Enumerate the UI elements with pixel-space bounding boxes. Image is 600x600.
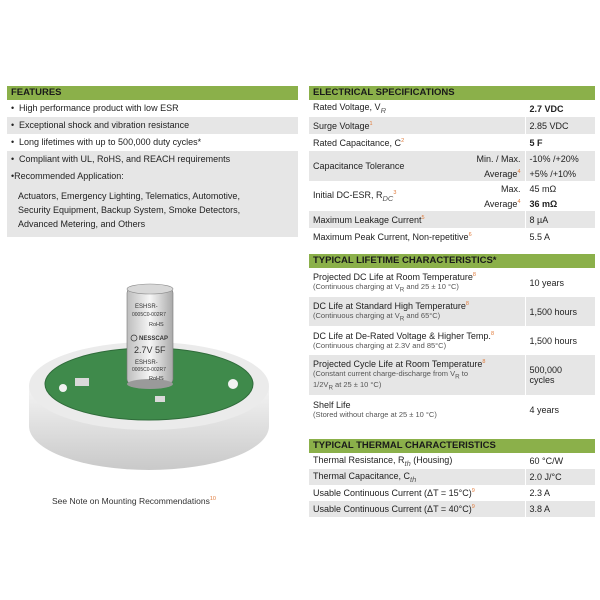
rated-capacitance-label: Rated Capacitance, $C^2$ [313,137,405,148]
table-row: DC Life at De-Rated Voltage & Higher Temp.$^8$ (Continuous charging at 2.3V and 85°C) 1,500 hours [309,326,595,355]
cap-label-bot1: ESHSR- [135,360,158,366]
lifetime-title: TYPICAL LIFETIME CHARACTERISTICS* [309,254,595,268]
rated-voltage-value: 2.7 VDC [525,100,595,117]
cap-label-top2: 0005C0-002R7 [132,312,166,318]
table-row [309,117,595,134]
table-row [309,485,595,501]
rated-capacitance-value: 5 F [525,134,595,151]
dc-esr-cond: Max. [500,183,521,194]
table-row [309,228,595,245]
life-value: 4 years [525,395,595,424]
thermal-table [309,453,595,517]
features-panel [7,86,298,237]
leakage-value: 8 µA [525,211,595,228]
table-row [309,453,595,469]
application-line: Actuators, Emergency Lighting, Telematics, Automotive, [18,191,240,201]
cap-rohs-top: RoHS [149,322,164,328]
life-label: Shelf Life [313,400,351,410]
leakage-label: Maximum Leakage Current$^5$ [309,211,525,228]
surge-voltage-label: Surge Voltage$^1$ [309,117,525,134]
application-line: Security Equipment, Backup System, Smoke Detectors, [18,205,241,215]
dc-esr-value: 36 mΩ [525,196,595,211]
features-title: FEATURES [7,86,298,100]
cap-tolerance-value: -10% /+20% [525,151,595,166]
cap-tolerance-label: Capacitance Tolerance [309,151,459,181]
feature-item: • Exceptional shock and vibration resistance [7,117,298,134]
life-value: 1,500 hours [525,326,595,355]
electrical-specs-panel [309,86,595,245]
thermal-value: 3.8 A [525,501,595,517]
life-label: Projected Cycle Life at Room Temperature$^8$ [313,358,486,369]
dc-esr-cond: Average$^4$ [484,198,521,209]
table-row [309,151,595,166]
table-row [309,134,595,151]
life-value: 500,000 cycles [525,355,595,395]
thermal-panel [309,439,595,517]
table-row [309,100,595,117]
cap-tolerance-cond: Min. / Max. [459,151,525,166]
thermal-label: Usable Continuous Current (ΔT = 40°C)$^9$ [309,501,525,517]
application-line: Advanced Metering, and Others [18,219,146,229]
table-row: Shelf Life (Stored without charge at 25 ± 10 °C) 4 years [309,395,595,424]
lifetime-panel [309,254,595,424]
thermal-label: Thermal Capacitance, $C_{th}$ [309,469,525,485]
cap-tolerance-cond: Average$^4$ [459,166,525,181]
surge-voltage-value: 2.85 VDC [525,117,595,134]
feature-item: Recommended Application: [14,171,124,181]
peak-current-label: Maximum Peak Current, Non-repetitive$^6$ [313,231,472,242]
feature-item: • Compliant with UL, RoHS, and REACH requirements [7,151,298,168]
electrical-title: ELECTRICAL SPECIFICATIONS [309,86,595,100]
life-label: DC Life at Standard High Temperature$^8$ [313,300,469,311]
peak-current-value: 5.5 A [525,228,595,245]
rated-voltage-label: Rated Voltage, $V_R$ [313,102,386,115]
thermal-value: 2.0 J/°C [525,469,595,485]
cap-rohs-bot: RoHS [149,376,164,382]
life-label: DC Life at De-Rated Voltage & Higher Temp.$^8$ [313,331,494,341]
thermal-title: TYPICAL THERMAL CHARACTERISTICS [309,439,595,453]
life-label: Projected DC Life at Room Temperature$^8$ [313,271,476,282]
table-row: Projected DC Life at Room Temperature$^8$ (Continuous charging at $V_R$ and 25 ± 10 °C) 10 years [309,268,595,297]
thermal-value: 60 °C/W [525,453,595,469]
table-row: Projected Cycle Life at Room Temperature$^8$ (Constant current charge-discharge from $V_R$ to $1/2V_R$ at 25 ± 10 °C) 500,000 cycles [309,355,595,395]
table-row [309,211,595,228]
dc-esr-value: 45 mΩ [525,181,595,196]
feature-applications: •Recommended Application: Actuators, Emergency Lighting, Telematics, Automotive, Security Equipment, Backup System, Smoke Detectors, Advanced Metering, and Others [7,168,298,237]
mounting-note: See Note on Mounting Recommendations$^{10}$ [52,496,216,506]
feature-item: • High performance product with low ESR [11,103,179,113]
product-photo [5,268,295,493]
feature-item: • Long lifetimes with up to 500,000 duty cycles* [11,137,202,147]
table-row: DC Life at Standard High Temperature$^8$ (Continuous charging at $V_R$ and 65°C) 1,500 hours [309,297,595,326]
lifetime-table [309,268,595,424]
thermal-value: 2.3 A [525,485,595,501]
cap-rating: 2.7V 5F [134,345,166,355]
table-row [309,181,595,196]
dc-esr-label: Initial DC-ESR, $R_{DC}^3$ [313,189,397,203]
table-row [309,469,595,485]
cap-label-top1: ESHSR- [135,304,158,310]
table-row [309,501,595,517]
life-value: 10 years [525,268,595,297]
cap-label-bot2: 0005C0-002R7 [132,367,166,373]
cap-tolerance-value: +5% /+10% [525,166,595,181]
cap-brand: NESSCAP [139,336,169,342]
thermal-label: Usable Continuous Current (ΔT = 15°C)$^9$ [313,488,475,498]
electrical-table [309,100,595,245]
life-value: 1,500 hours [525,297,595,326]
thermal-label: Thermal Resistance, $R_{th}$ (Housing) [313,454,453,468]
